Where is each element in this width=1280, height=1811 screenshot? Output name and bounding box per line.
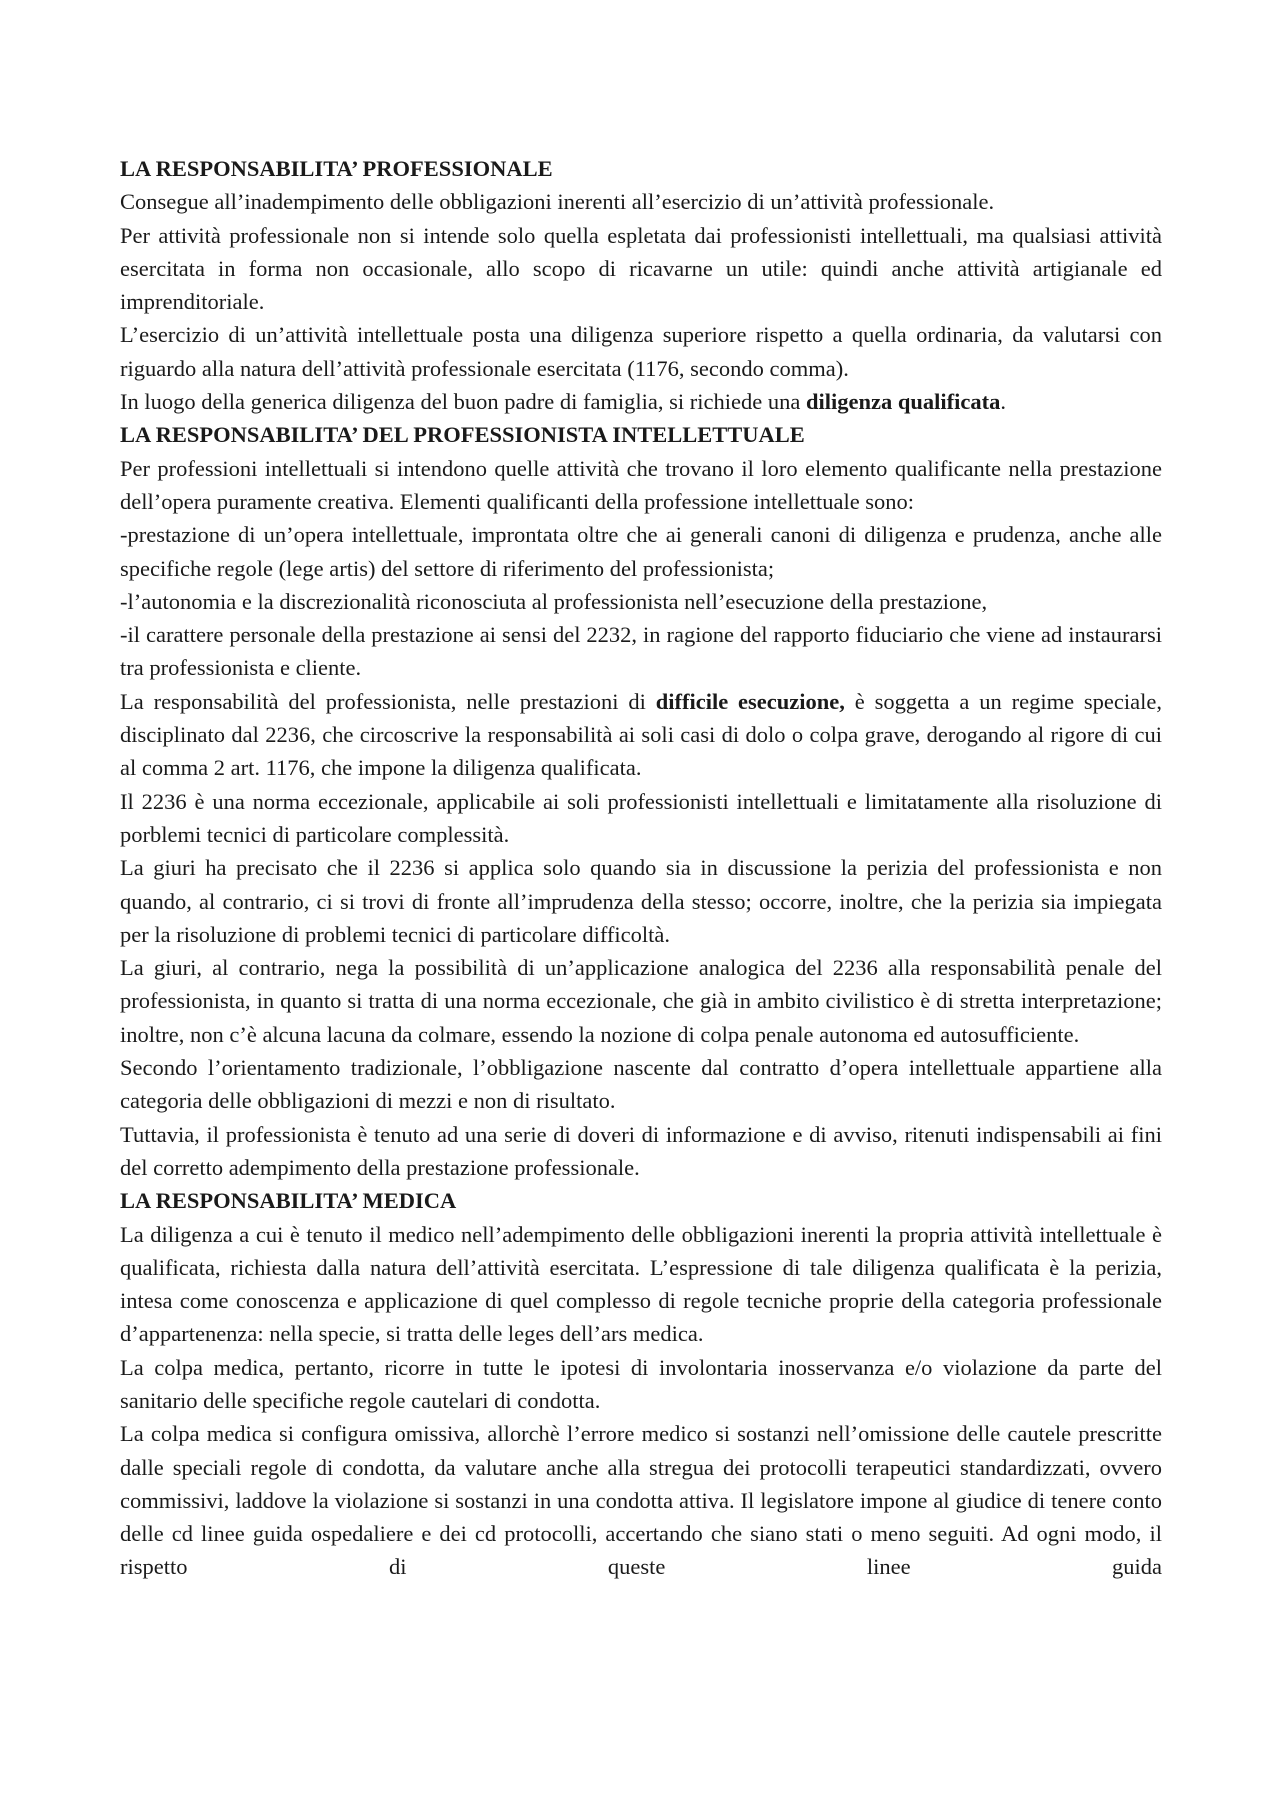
document-page	[120, 152, 1162, 1584]
paragraph-difficile-esecuzione	[120, 685, 1162, 785]
text-run: .	[1000, 389, 1007, 415]
text-run: La responsabilità del professionista, nelle prestazioni di	[120, 688, 656, 714]
paragraph: Secondo l’orientamento tradizionale, l’obbligazione nascente dal contratto d’opera intellettuale appartiene alla categoria delle obbligazioni di mezzi e non di risultato.	[120, 1055, 1162, 1114]
paragraph-continued: La colpa medica si configura omissiva, allorchè l’errore medico si sostanzi nell’omissione delle cautele prescritte dalle speciali regole di condotta, da valutare anche alla stregua dei protocolli terapeutici standardizzati, ovvero commissivi, laddove la violazione si sostanzi in una condotta attiva. Il legislatore impone al giudice di tenere conto delle cd linee guida ospedaliere e dei cd protocolli, accertando che siano stati o meno seguiti. Ad ogni modo, il rispetto di queste linee guida	[120, 1421, 1162, 1580]
text-run: In luogo della generica diligenza del buon padre di famiglia, si richiede una	[120, 389, 806, 415]
paragraph: Il 2236 è una norma eccezionale, applicabile ai soli professionisti intellettuali e limitatamente alla risoluzione di porblemi tecnici di particolare complessità.	[120, 788, 1162, 847]
paragraph: Per attività professionale non si intende solo quella espletata dai professionisti intellettuali, ma qualsiasi attività esercitata in forma non occasionale, allo scopo di ricavarne un utile: quindi anche attività artigianale ed imprenditoriale.	[120, 222, 1162, 315]
paragraph: Tuttavia, il professionista è tenuto ad una serie di doveri di informazione e di avviso, ritenuti indispensabili ai fini del corretto adempimento della prestazione professionale.	[120, 1121, 1162, 1180]
bold-term-diligenza-qualificata: diligenza qualificata	[806, 389, 1001, 415]
section-heading-professionale: LA RESPONSABILITA’ PROFESSIONALE	[120, 156, 553, 181]
list-item-paragraph: -prestazione di un’opera intellettuale, improntata oltre che ai generali canoni di diligenza e prudenza, anche alle specifiche regole (lege artis) del settore di riferimento del professionista;	[120, 522, 1162, 581]
paragraph: Per professioni intellettuali si intendono quelle attività che trovano il loro elemento qualificante nella prestazione dell’opera puramente creativa. Elementi qualificanti della professione intellettuale sono:	[120, 455, 1162, 514]
paragraph: La colpa medica, pertanto, ricorre in tutte le ipotesi di involontaria inosservanza e/o violazione da parte del sanitario delle specifiche regole cautelari di condotta.	[120, 1354, 1162, 1413]
bold-term-difficile-esecuzione: difficile esecuzione,	[655, 688, 845, 714]
text-run: è soggetta a un regime speciale, disciplinato dal 2236, che circoscrive la responsabilità ai soli casi di dolo o colpa grave, derogando al rigore di cui al comma 2 art. 1176, che impone la diligenza qualificata.	[120, 688, 1162, 781]
paragraph: La giuri ha precisato che il 2236 si applica solo quando sia in discussione la perizia del professionista e non quando, al contrario, ci si trovi di fronte all’imprudenza della stesso; occorre, inoltre, che la perizia sia impiegata per la risoluzione di problemi tecnici di particolare difficoltà.	[120, 855, 1162, 947]
paragraph-diligenza-qualificata	[120, 385, 1162, 418]
list-item-paragraph: -l’autonomia e la discrezionalità riconosciuta al professionista nell’esecuzione della prestazione,	[120, 588, 988, 614]
paragraph: Consegue all’inadempimento delle obbligazioni inerenti all’esercizio di un’attività professionale.	[120, 189, 995, 215]
section-heading-medica: LA RESPONSABILITA’ MEDICA	[120, 1188, 457, 1214]
paragraph: La diligenza a cui è tenuto il medico nell’adempimento delle obbligazioni inerenti la propria attività intellettuale è qualificata, richiesta dalla natura dell’attività esercitata. L’espressione di tale diligenza qualificata è la perizia, intesa come conoscenza e applicazione di quel complesso di regole tecniche proprie della categoria professionale d’appartenenza: nella specie, si tratta delle leges dell’ars medica.	[120, 1221, 1162, 1347]
section-heading-professionista-intellettuale: LA RESPONSABILITA’ DEL PROFESSIONISTA INTELLETTUALE	[120, 422, 805, 448]
list-item-paragraph: -il carattere personale della prestazione ai sensi del 2232, in ragione del rapporto fiduciario che viene ad instaurarsi tra professionista e cliente.	[120, 622, 1162, 681]
paragraph: La giuri, al contrario, nega la possibilità di un’applicazione analogica del 2236 alla responsabilità penale del professionista, in quanto si tratta di una norma eccezionale, che già in ambito civilistico è di stretta interpretazione; inoltre, non c’è alcuna lacuna da colmare, essendo la nozione di colpa penale autonoma ed autosufficiente.	[120, 955, 1162, 1047]
paragraph: L’esercizio di un’attività intellettuale posta una diligenza superiore rispetto a quella ordinaria, da valutarsi con riguardo alla natura dell’attività professionale esercitata (1176, secondo comma).	[120, 322, 1162, 381]
